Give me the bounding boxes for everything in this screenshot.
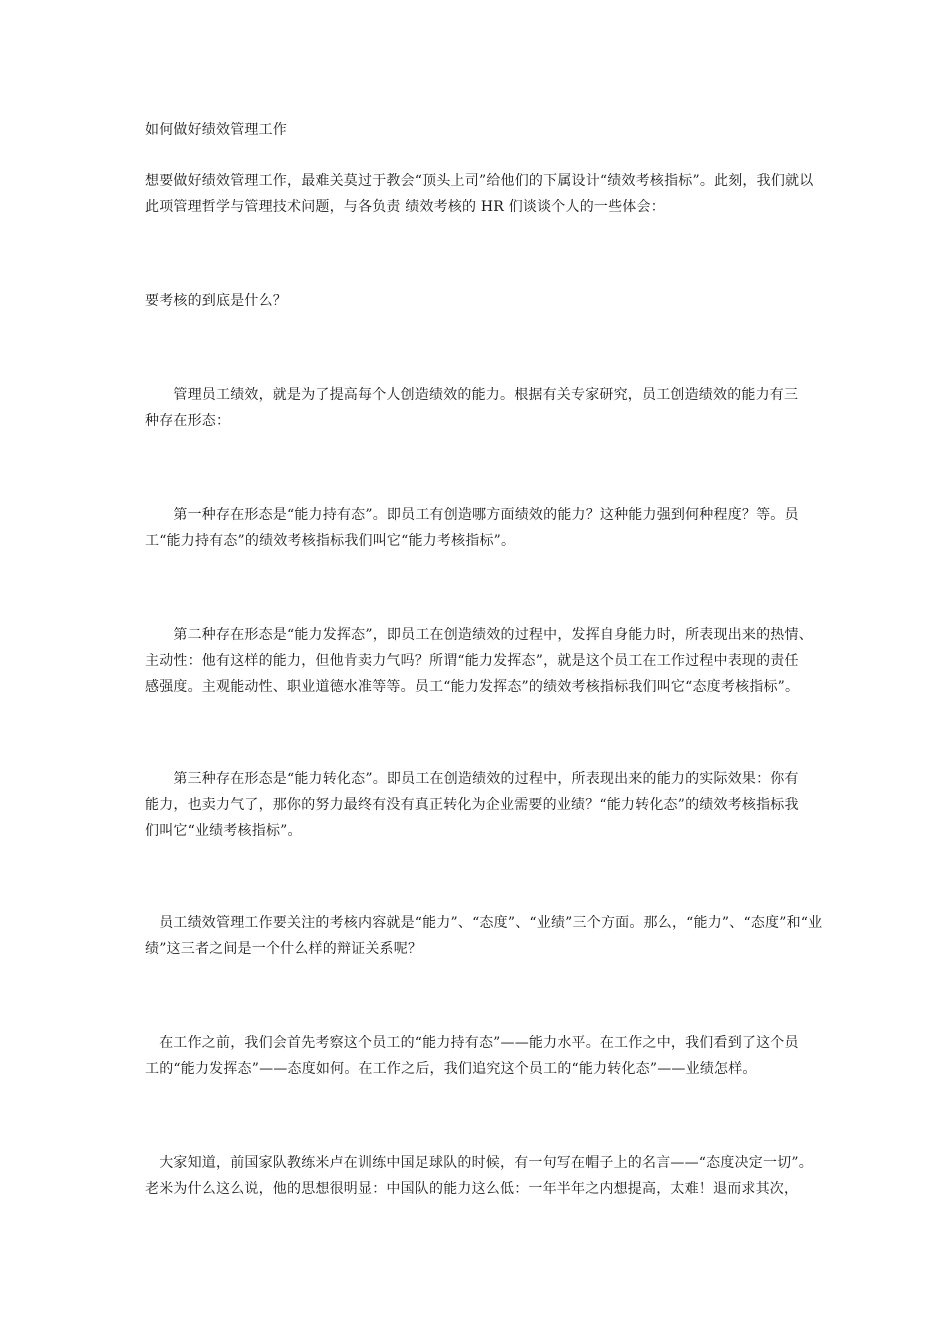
paragraph-line: 能力，也卖力气了，那你的努力最终有没有真正转化为企业需要的业绩？“能力转化态”的绩效考核指标我 <box>145 797 799 813</box>
document-title: 如何做好绩效管理工作 <box>145 122 287 138</box>
paragraph-line: 第二种存在形态是“能力发挥态”，即员工在创造绩效的过程中，发挥自身能力时，所表现出来的热情、 <box>145 627 813 643</box>
paragraph-line: 绩”这三者之间是一个什么样的辩证关系呢？ <box>145 941 423 957</box>
paragraph-line: 员工绩效管理工作要关注的考核内容就是“能力”、“态度”、“业绩”三个方面。那么，“能力”、“态度”和“业 <box>145 915 823 931</box>
paragraph-line: 们叫它“业绩考核指标”。 <box>145 823 302 839</box>
section-heading: 要考核的到底是什么？ <box>145 293 287 309</box>
paragraph-line: 感强度。主观能动性、职业道德水准等等。员工“能力发挥态”的绩效考核指标我们叫它“态度考核指标”。 <box>145 679 800 695</box>
paragraph-line: 大家知道，前国家队教练米卢在训练中国足球队的时候，有一句写在帽子上的名言——“态度决定一切”。 <box>145 1155 813 1171</box>
paragraph-line: 工的“能力发挥态”——态度如何。在工作之后，我们追究这个员工的“能力转化态”——业绩怎样。 <box>145 1061 757 1077</box>
paragraph-line: 想要做好绩效管理工作，最难关莫过于教会“顶头上司”给他们的下属设计“绩效考核指标”。此刻，我们就以 <box>145 173 814 189</box>
paragraph-line: 在工作之前，我们会首先考察这个员工的“能力持有态”——能力水平。在工作之中，我们看到了这个员 <box>145 1035 799 1051</box>
paragraph-line: 管理员工绩效，就是为了提高每个人创造绩效的能力。根据有关专家研究，员工创造绩效的能力有三 <box>145 387 799 403</box>
paragraph-line: 此项管理哲学与管理技术问题，与各负责 绩效考核的 HR 们谈谈个人的一些体会： <box>145 199 665 215</box>
paragraph-line: 工“能力持有态”的绩效考核指标我们叫它“能力考核指标”。 <box>145 533 516 549</box>
paragraph-line: 第一种存在形态是“能力持有态”。即员工有创造哪方面绩效的能力？这种能力强到何种程度？等。员 <box>145 507 799 523</box>
paragraph-line: 第三种存在形态是“能力转化态”。即员工在创造绩效的过程中，所表现出来的能力的实际效果：你有 <box>145 771 799 787</box>
paragraph-line: 主动性：他有这样的能力，但他肯卖力气吗？所谓“能力发挥态”，就是这个员工在工作过程中表现的责任 <box>145 653 799 669</box>
paragraph-line: 老米为什么这么说，他的思想很明显：中国队的能力这么低：一年半年之内想提高，太难！退而求其次， <box>145 1181 799 1197</box>
paragraph-line: 种存在形态： <box>145 413 231 429</box>
